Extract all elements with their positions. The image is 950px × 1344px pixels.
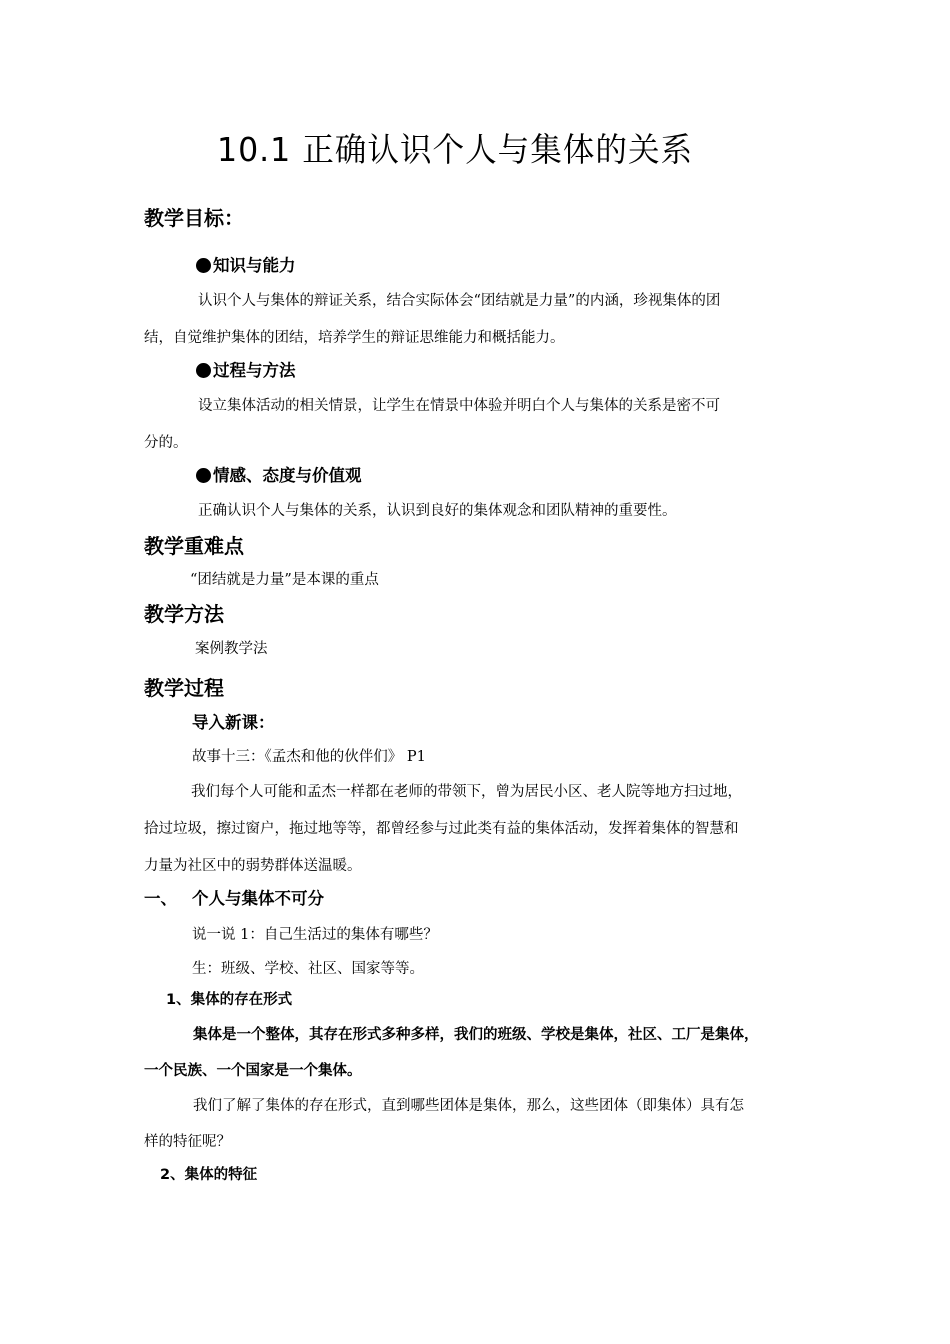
process-heading: 教学过程: [144, 676, 224, 700]
intro-para-line-3: 力量为社区中的弱势群体送温暖。: [144, 858, 362, 874]
knowledge-line-2: 结，自觉维护集体的团结，培养学生的辩证思维能力和概括能力。: [144, 330, 565, 346]
process-method-heading: [196, 359, 296, 383]
question-para-line-2: 样的特征呢？: [144, 1134, 231, 1150]
collective-definition-line-2: 一个民族、一个国家是一个集体。: [144, 1063, 362, 1079]
process-line-2: 分的。: [144, 435, 188, 451]
collective-definition-line-1: 集体是一个整体，其存在形式多种多样，我们的班级、学校是集体，社区、工厂是集体，: [193, 1027, 759, 1043]
page-title: 10.1 正确认识个人与集体的关系: [217, 130, 694, 169]
method-text: 案例教学法: [195, 641, 268, 657]
method-heading: 教学方法: [144, 602, 224, 626]
emotion-line-1: 正确认识个人与集体的关系，认识到良好的集体观念和团队精神的重要性。: [198, 503, 677, 519]
emotion-values-label: 情感、态度与价值观: [213, 466, 362, 485]
bullet-icon: [196, 363, 211, 378]
knowledge-ability-heading: [196, 254, 296, 278]
section-1-title: 个人与集体不可分: [192, 889, 324, 908]
process-line-1: 设立集体活动的相关情景，让学生在情景中体验并明白个人与集体的关系是密不可: [198, 398, 720, 414]
section-1-number: 一、: [144, 889, 177, 908]
intro-para-line-2: 拾过垃圾，擦过窗户，拖过地等等，都曾经参与过此类有益的集体活动，发挥着集体的智慧和: [144, 821, 739, 837]
subsection-1-title: 1、集体的存在形式: [166, 992, 293, 1008]
process-method-label: 过程与方法: [213, 361, 296, 380]
bullet-icon: [196, 258, 211, 273]
objectives-heading: 教学目标：: [144, 206, 244, 230]
key-points-text: “团结就是力量”是本课的重点: [190, 572, 379, 588]
knowledge-ability-label: 知识与能力: [213, 256, 296, 275]
intro-label: 导入新课：: [192, 713, 275, 732]
knowledge-line-1: 认识个人与集体的辩证关系，结合实际体会“团结就是力量”的内涵，珍视集体的团: [198, 293, 721, 309]
question-para-line-1: 我们了解了集体的存在形式，直到哪些团体是集体，那么，这些团体（即集体）具有怎: [193, 1098, 744, 1114]
story-reference: 故事十三：《孟杰和他的伙伴们》 P1: [192, 749, 426, 765]
subsection-2-title: 2、集体的特征: [160, 1167, 258, 1183]
bullet-icon: [196, 468, 211, 483]
emotion-values-heading: [196, 464, 362, 488]
intro-para-line-1: 我们每个人可能和孟杰一样都在老师的带领下，曾为居民小区、老人院等地方扫过地，: [191, 784, 742, 800]
student-answer: 生：班级、学校、社区、国家等等。: [192, 961, 424, 977]
say-one-prompt: 说一说 1：自己生活过的集体有哪些？: [192, 927, 438, 943]
key-points-heading: 教学重难点: [144, 534, 244, 558]
